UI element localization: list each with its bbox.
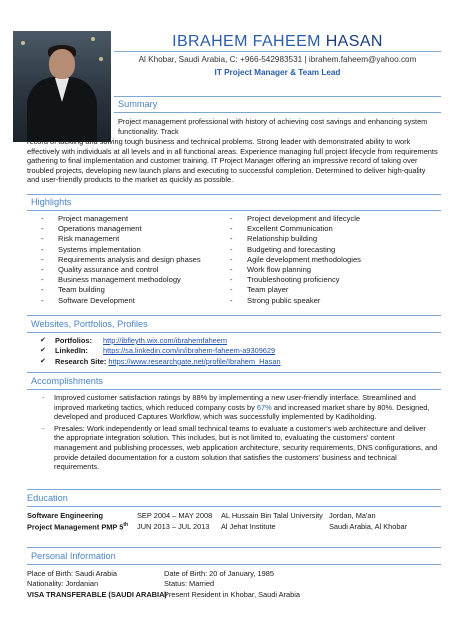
header-divider bbox=[114, 51, 441, 52]
accomplishment-text: Improved customer satisfaction ratings by 88% by implementing a new user-friendly interface. Streamlined and improved marketing tactics, which reduced company costs by bbox=[54, 393, 416, 412]
list-item: - Operations management bbox=[40, 224, 240, 234]
personal-top-rule bbox=[27, 547, 441, 548]
list-item: - Software Development bbox=[40, 296, 240, 306]
list-item: - Excellent Communication bbox=[229, 224, 439, 234]
school-location: Saudi Arabia, Al Khobar bbox=[329, 522, 408, 531]
list-item: - Systems implementation bbox=[40, 245, 240, 255]
highlights-rule bbox=[27, 210, 441, 211]
list-item: - Troubleshooting proficiency bbox=[229, 275, 439, 285]
list-item: - Business management methodology bbox=[40, 275, 240, 285]
list-item: - Strong public speaker bbox=[229, 296, 439, 306]
linkedin-link[interactable]: https://sa.linkedin.com/in/ibrahem-faheem-a9309629 bbox=[103, 346, 276, 356]
linkedin-label: LinkedIn: bbox=[55, 346, 88, 356]
portfolio-link[interactable]: http://ibfleyth.wix.com/ibrahemfaheem bbox=[103, 336, 228, 345]
highlights-right-list bbox=[229, 214, 439, 306]
visa-status: VISA TRANSFERABLE (SAUDI ARABIA) bbox=[27, 589, 167, 599]
place-of-birth: Place of Birth: Saudi Arabia bbox=[27, 569, 117, 578]
list-item bbox=[40, 336, 440, 346]
education-top-rule bbox=[27, 489, 441, 490]
last-name: HASAN bbox=[325, 33, 383, 50]
summary-body: record of tackling and solving tough business and technical problems. Strong leader with demonstrated ability to work effectively with individuals at all levels and in all functional areas. Experience managing full project lifecycle from requirements gathering to final implementation and customer training. IT Project Manager offering an impressive record of taking over troubled projects, developing new launch plans and executing to successful completion. Determined to deliver high-quality and user-friendly products to the market as quickly as possible. bbox=[27, 137, 438, 185]
list-item bbox=[40, 346, 440, 356]
list-item bbox=[40, 357, 440, 367]
education-heading: Education bbox=[27, 493, 68, 503]
summary-rule bbox=[114, 112, 441, 113]
contact-line: Al Khobar, Saudi Arabia, C: +966-542983531 | ibrahem.faheem@yahoo.com bbox=[138, 55, 417, 64]
nationality: Nationality: Jordanian bbox=[27, 579, 99, 589]
list-item: - Agile development methodologies bbox=[229, 255, 439, 265]
degree-title bbox=[27, 522, 137, 533]
degree-dates: SEP 2004 – MAY 2008 bbox=[137, 511, 213, 520]
list-item: - Team player bbox=[229, 285, 439, 295]
list-item: - Requirements analysis and design phases bbox=[40, 255, 240, 265]
degree-title: Software Engineering bbox=[27, 511, 103, 520]
marital-status: Status: Married bbox=[164, 579, 215, 589]
accomplishment-text: and increased market share by 80%. Designed, developed and produced Captures Workflow, which was successfully implemented by Kadiholding. bbox=[54, 402, 430, 422]
degree-title-text: Project Management PMP 5 bbox=[27, 522, 124, 532]
first-names: IBRAHEM FAHEEM bbox=[172, 33, 326, 50]
list-item: - Project management bbox=[40, 214, 240, 224]
list-item: - Presales: Work independently or lead small technical teams to evaluate a customer's web architecture and deliver the appropriate integration solution. This includes, but is not limited to, evaluating the customers' content management and publishing processes, web application architecture, security requirements, DNS configurations, and provide detailed documentation for a custom solution that satisfies the customers' business and technical requirements. bbox=[40, 424, 438, 472]
highlights-top-rule bbox=[27, 194, 441, 195]
list-item: - Project development and lifecycle bbox=[229, 214, 439, 224]
list-item: - Team building bbox=[40, 285, 240, 295]
profile-photo bbox=[13, 31, 111, 142]
school-name: AL Hussain Bin Talal University bbox=[221, 511, 323, 520]
list-item: - Relationship building bbox=[229, 234, 439, 244]
degree-dates: JUN 2013 – JUL 2013 bbox=[137, 522, 210, 531]
personal-left-column bbox=[27, 569, 177, 600]
school-location: Jordan, Ma'an bbox=[329, 511, 376, 520]
school-name: Al Jehat Institute bbox=[221, 522, 276, 531]
list-item: - Quality assurance and control bbox=[40, 265, 240, 275]
research-site-label: Research Site: bbox=[55, 356, 107, 366]
list-item bbox=[40, 393, 438, 422]
summary-line-2: functionality. Track bbox=[118, 127, 179, 136]
cost-reduction-percent: 67% bbox=[256, 402, 272, 412]
residence: Present Resident in Khobar, Saudi Arabia bbox=[164, 589, 300, 599]
accomplishments-top-rule bbox=[27, 372, 441, 373]
table-row bbox=[27, 522, 407, 533]
list-item: - Budgeting and forecasting bbox=[229, 245, 439, 255]
personal-rule bbox=[27, 564, 441, 565]
accomplishments-heading: Accomplishments bbox=[31, 376, 103, 386]
personal-right-column bbox=[164, 569, 404, 600]
list-item: - Risk management bbox=[40, 234, 240, 244]
education-table bbox=[27, 511, 407, 533]
websites-heading: Websites, Portfolios, Profiles bbox=[31, 319, 148, 329]
accomplishments-rule bbox=[27, 389, 441, 390]
list-item: - Work flow planning bbox=[229, 265, 439, 275]
websites-rule bbox=[27, 332, 441, 333]
research-site-link[interactable]: https://www.researchgate.net/profile/Ibrahem_Hasan bbox=[108, 356, 281, 366]
highlights-heading: Highlights bbox=[31, 197, 72, 207]
highlights-left-list bbox=[40, 214, 240, 306]
summary-line-1: Project management professional with history of achieving cost savings and enhancing system bbox=[118, 117, 428, 126]
summary-top-rule bbox=[114, 96, 441, 97]
portfolio-label: Portfolios: bbox=[55, 336, 92, 345]
websites-list bbox=[40, 336, 440, 367]
websites-top-rule bbox=[27, 315, 441, 316]
table-row bbox=[27, 511, 407, 522]
personal-heading: Personal Information bbox=[31, 551, 116, 561]
accomplishments-list bbox=[40, 393, 438, 472]
job-title: IT Project Manager & Team Lead bbox=[214, 68, 341, 77]
date-of-birth: Date of Birth: 20 of January, 1985 bbox=[164, 569, 274, 578]
summary-heading: Summary bbox=[118, 99, 158, 109]
education-rule bbox=[27, 506, 441, 507]
candidate-name bbox=[114, 33, 441, 51]
ordinal-suffix: th bbox=[123, 522, 129, 528]
